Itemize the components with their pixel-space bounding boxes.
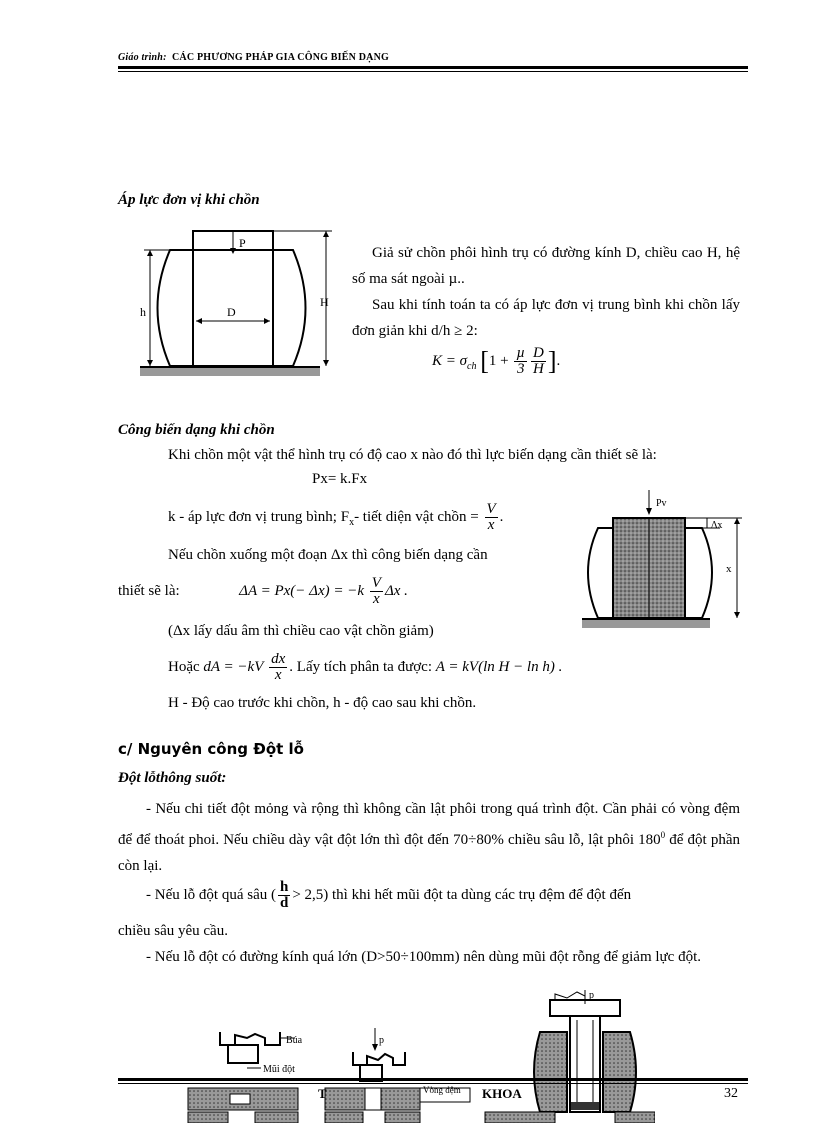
formula-D: D [533,345,544,361]
para2-a: - Nếu lỗ đột quá sâu ( [146,886,276,903]
frac-x: x [487,517,495,533]
fig1-label-H: H [320,295,329,309]
subheading-through-hole: Đột lỗthông suốt: [118,770,227,786]
formula-unit-pressure: $K = \sigma_{ch}$ [1 + $\frac{\text{µ}}{3}$ $\frac{D}{H}$ ]. [432,345,561,377]
paragraph-large-hole: - Nếu lỗ đột có đường kính quá lớn (D>50÷100mm) nên dùng mũi đột rỗng để giảm lực đột. [146,949,701,965]
text-k-part1: k - áp lực đơn vị trung bình; F [168,508,350,525]
text-k-definition: k - áp lực đơn vị trung bình; $F_x-$ tiết diện vật chồn = $\frac{V}{x}$ . [168,501,504,533]
footer-mid-text: KHOA [482,1086,522,1101]
fig3-label-vong-dem: Vòng đệm [423,1085,461,1095]
formula-da: dA = −kV [203,658,264,675]
fig2-label-dx: Δx [711,520,723,531]
frac-x-2: x [373,591,380,607]
section-heading-deformation-work: Công biến dạng khi chồn [118,422,275,438]
text-work-intro: Nếu chồn xuống một đoạn Δx thì công biến dạng cần [168,547,488,563]
formula-lhs: K = σ [432,352,468,369]
footer-left-text: T [318,1086,327,1101]
header-rule [118,66,748,69]
fig3-label-p1: p [379,1035,384,1046]
frac-dx: dx [271,651,286,667]
para2-b: > 2,5) thì khi hết mũi đột ta dùng các trụ đệm để đột đến [292,886,632,903]
paragraph-average-pressure: Sau khi tính toán ta có áp lực đơn vị trung bình khi chồn lấy đơn giản khi d/h ≥ 2: [352,297,740,339]
header-title: CÁC PHƯƠNG PHÁP GIA CÔNG BIẾN DẠNG [172,52,390,63]
paragraph-deep-hole [146,880,740,911]
text-sign-note: (Δx lấy dấu âm thì chiều cao vật chồn giảm) [168,623,434,639]
text-work-formula-line [118,576,408,607]
formula-px: Px= k.Fx [312,471,368,487]
para1-sup: 0 [660,830,666,840]
fig3-label-p2: p [589,990,594,1001]
paragraph-cylinder-description: Giả sử chồn phôi hình trụ có đường kính D, chiều cao H, hệ số ma sát ngoài µ.. [352,245,740,287]
section-heading-piercing: c/ Nguyên công Đột lỗ [118,740,304,758]
text-heights-def: H - Độ cao trước khi chồn, h - độ cao sau khi chồn. [168,695,477,711]
fig3-label-bua: Búa [286,1035,303,1046]
frac-v-2: V [371,575,381,591]
formula-a-ln: A = kV(ln H − ln h) . [435,658,563,675]
section-heading-unit-pressure: Áp lực đơn vị khi chồn [118,192,260,208]
text-integral: . Lấy tích phân ta được: [289,658,432,675]
frac-v: V [486,501,496,517]
figure-piercing-tools [185,990,655,1123]
para2-d: d [279,895,289,911]
figure-upsetting-work [580,490,755,640]
text-integral-line [168,652,562,683]
text-deform-force: Khi chồn một vật thể hình trụ có độ cao x nào đó thì lực biến dạng cần thiết sẽ là: [168,447,657,463]
text-work-label: thiết sẽ là: [118,582,180,599]
para2-h: h [279,879,289,895]
header-prefix: Giáo trình: [118,52,167,63]
paragraph-deep-hole-end: chiều sâu yêu cầu. [118,923,228,939]
footer-rule [118,1078,748,1081]
fig1-label-h: h [140,305,146,319]
page-header [118,52,389,63]
para1-text: - Nếu chi tiết đột mỏng và rộng thì không cần lật phôi trong quá trình đột. Cần phải có vòng đệm để để thoát phoi. Nếu chiều dày vật đột lớn thì đột đến 70÷80% chiều sâu lỗ, lật phôi 180 [118,801,740,848]
formula-mu: µ [516,345,526,361]
formula-H: H [533,361,544,377]
text-k-sub: x [349,516,355,528]
formula-delta-a: ΔA = Px(− Δx) = −k [239,582,365,599]
page-number: 32 [724,1086,738,1101]
text-or: Hoặc [168,658,200,675]
footer-rule-thin [118,1083,748,1084]
figure-upsetting-cylinder [140,228,355,386]
formula-three: 3 [516,361,525,377]
para1-end: để đột phần còn lại. [118,832,740,874]
fig3-label-mui-dot: Mũi đột [263,1064,295,1075]
fig2-label-pv: Pv [656,498,667,509]
paragraph-thin-part [118,796,740,879]
header-rule-thin [118,71,748,72]
frac-x-3: x [274,667,282,683]
fig1-label-p: P [239,236,246,250]
formula-one: 1 + [488,352,509,369]
text-k-part2: - tiết diện vật chồn = [354,508,479,525]
fig1-label-d: D [227,305,236,319]
formula-delta-end: Δx . [384,582,408,599]
fig2-label-x: x [726,563,732,575]
formula-sub: ch [467,360,477,372]
